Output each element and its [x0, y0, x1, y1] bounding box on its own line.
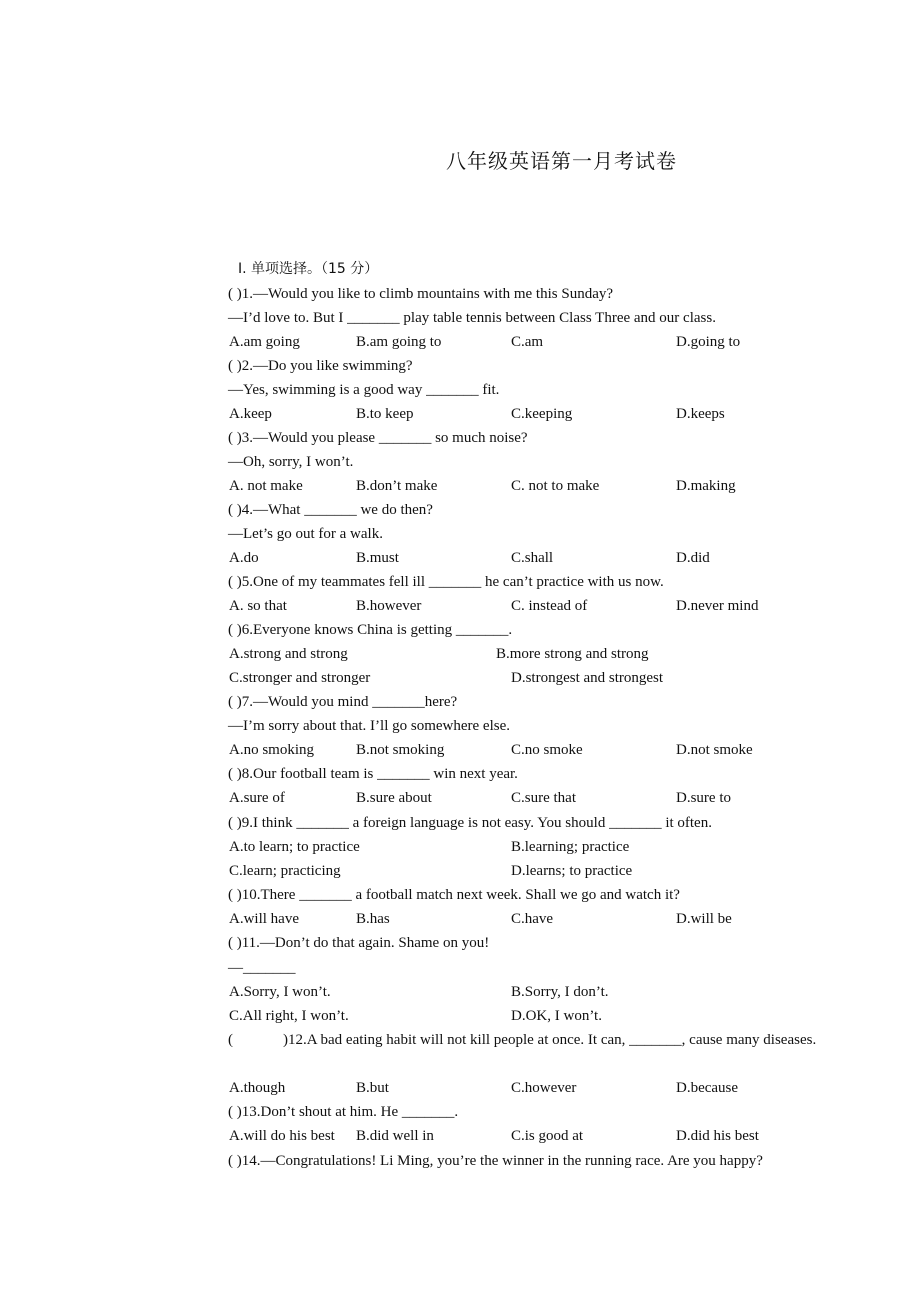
question-8-stem: ( )8.Our football team is _______ win next year.	[228, 766, 518, 782]
question-8-option-d: D.sure to	[676, 790, 731, 806]
question-11-stem: ( )11.—Don’t do that again. Shame on you!	[228, 935, 490, 951]
question-7-dialog: —I’m sorry about that. I’ll go somewhere else.	[228, 718, 511, 734]
question-8-option-b: B.sure about	[356, 790, 432, 806]
question-3-stem: ( )3.—Would you please _______ so much noise?	[228, 430, 528, 446]
question-6-option-c: C.stronger and stronger	[229, 670, 371, 686]
question-6-option-d: D.strongest and strongest	[511, 670, 664, 686]
question-9-option-c: C.learn; practicing	[229, 863, 341, 879]
question-12-option-a: A.though	[229, 1080, 286, 1096]
question-3-option-c: C. not to make	[511, 478, 600, 494]
question-13-stem: ( )13.Don’t shout at him. He _______.	[228, 1104, 459, 1120]
section-heading: Ⅰ. 单项选择。（15 分）	[238, 261, 379, 277]
question-5-option-a: A. so that	[229, 598, 287, 614]
question-12-option-d: D.because	[676, 1080, 739, 1096]
question-10-option-a: A.will have	[229, 911, 299, 927]
question-2-option-b: B.to keep	[356, 406, 414, 422]
question-7-option-c: C.no smoke	[511, 742, 583, 758]
question-1-option-a: A.am going	[229, 334, 300, 350]
question-2-option-c: C.keeping	[511, 406, 573, 422]
question-1-dialog: —I’d love to. But I _______ play table tennis between Class Three and our class.	[228, 310, 716, 326]
question-10-stem: ( )10.There _______ a football match next week. Shall we go and watch it?	[228, 887, 680, 903]
question-12-paren: (	[228, 1032, 233, 1048]
question-7-option-a: A.no smoking	[229, 742, 315, 758]
question-13-option-c: C.is good at	[511, 1128, 584, 1144]
question-5-option-d: D.never mind	[676, 598, 759, 614]
question-3-option-a: A. not make	[229, 478, 303, 494]
question-9-option-d: D.learns; to practice	[511, 863, 633, 879]
question-9-option-a: A.to learn; to practice	[229, 839, 360, 855]
question-4-dialog: —Let’s go out for a walk.	[228, 526, 383, 542]
question-4-option-a: A.do	[229, 550, 259, 566]
question-4-option-c: C.shall	[511, 550, 554, 566]
question-13-option-b: B.did well in	[356, 1128, 434, 1144]
question-9-stem: ( )9.I think _______ a foreign language is not easy. You should _______ it often.	[228, 815, 712, 831]
question-14-stem: ( )14.—Congratulations! Li Ming, you’re the winner in the running race. Are you happy?	[228, 1153, 763, 1169]
question-11-dialog: —_______	[228, 960, 296, 976]
question-8-option-a: A.sure of	[229, 790, 285, 806]
question-11-option-d: D.OK, I won’t.	[511, 1008, 602, 1024]
question-3-option-d: D.making	[676, 478, 736, 494]
question-6-option-b: B.more strong and strong	[496, 646, 649, 662]
question-12-option-b: B.but	[356, 1080, 389, 1096]
question-2-option-d: D.keeps	[676, 406, 725, 422]
question-11-option-c: C.All right, I won’t.	[229, 1008, 349, 1024]
question-2-stem: ( )2.—Do you like swimming?	[228, 358, 413, 374]
question-6-option-a: A.strong and strong	[229, 646, 348, 662]
question-12-stem: )12.A bad eating habit will not kill people at once. It can, _______, cause many diseases.	[283, 1032, 817, 1048]
question-8-option-c: C.sure that	[511, 790, 576, 806]
question-4-option-b: B.must	[356, 550, 399, 566]
question-7-option-d: D.not smoke	[676, 742, 753, 758]
question-1-option-d: D.going to	[676, 334, 741, 350]
question-2-dialog: —Yes, swimming is a good way _______ fit.	[228, 382, 500, 398]
page-title: 八年级英语第一月考试卷	[446, 149, 677, 173]
question-11-option-a: A.Sorry, I won’t.	[229, 984, 331, 1000]
question-5-stem: ( )5.One of my teammates fell ill _______ he can’t practice with us now.	[228, 574, 664, 590]
question-9-option-b: B.learning; practice	[511, 839, 630, 855]
question-5-option-c: C. instead of	[511, 598, 588, 614]
question-10-option-c: C.have	[511, 911, 554, 927]
question-5-option-b: B.however	[356, 598, 422, 614]
question-10-option-b: B.has	[356, 911, 390, 927]
question-6-stem: ( )6.Everyone knows China is getting _______.	[228, 622, 513, 638]
question-12-option-c: C.however	[511, 1080, 577, 1096]
question-13-option-a: A.will do his best	[229, 1128, 335, 1144]
question-13-option-d: D.did his best	[676, 1128, 759, 1144]
question-7-option-b: B.not smoking	[356, 742, 445, 758]
question-3-option-b: B.don’t make	[356, 478, 438, 494]
question-1-option-b: B.am going to	[356, 334, 442, 350]
question-2-option-a: A.keep	[229, 406, 272, 422]
question-1-option-c: C.am	[511, 334, 544, 350]
question-1-stem: ( )1.—Would you like to climb mountains with me this Sunday?	[228, 286, 614, 302]
question-3-dialog: —Oh, sorry, I won’t.	[228, 454, 354, 470]
question-11-option-b: B.Sorry, I don’t.	[511, 984, 609, 1000]
question-4-stem: ( )4.—What _______ we do then?	[228, 502, 433, 518]
question-7-stem: ( )7.—Would you mind _______here?	[228, 694, 458, 710]
question-10-option-d: D.will be	[676, 911, 732, 927]
question-4-option-d: D.did	[676, 550, 710, 566]
